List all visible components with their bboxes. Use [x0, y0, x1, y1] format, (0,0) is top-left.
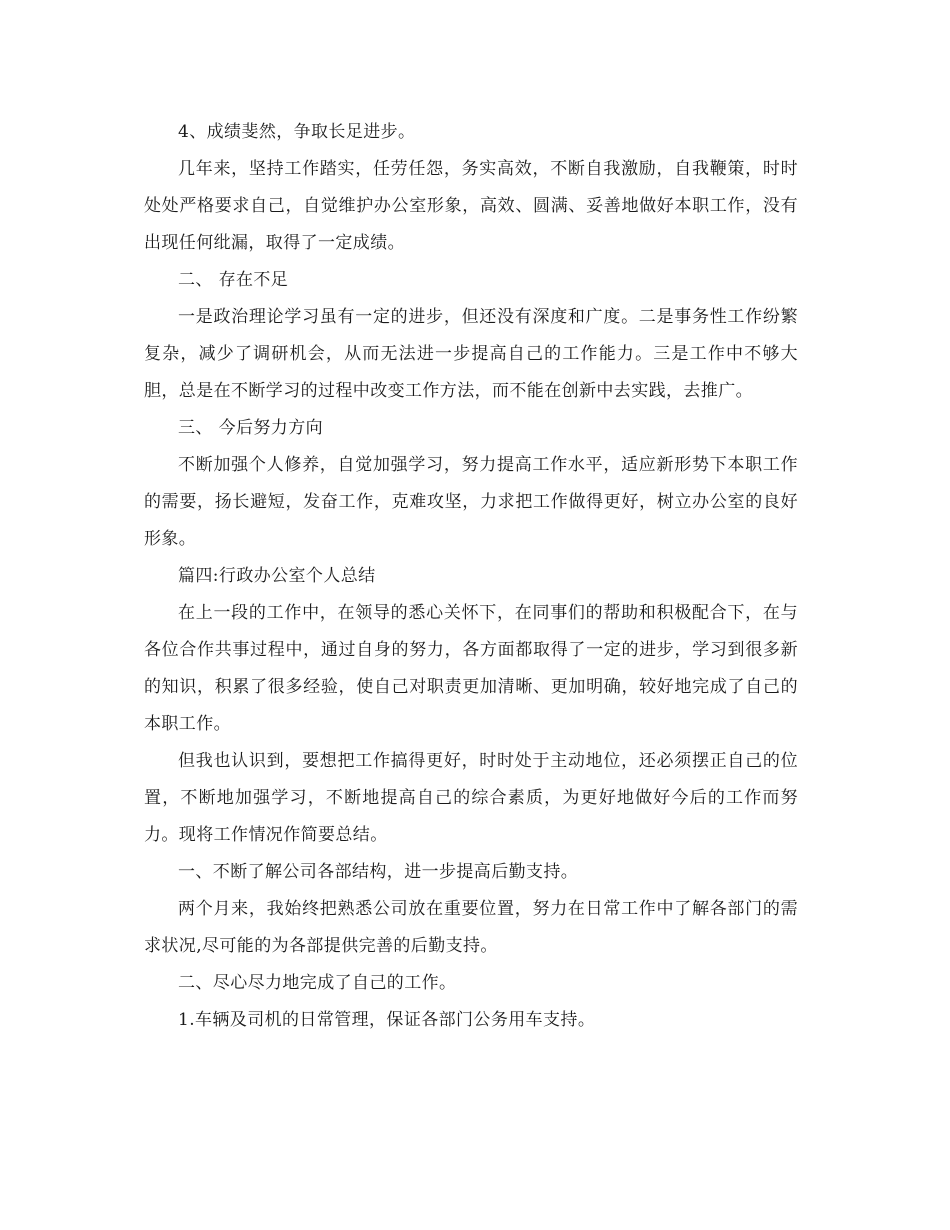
section-heading-work-completed: 二、尽心尽力地完成了自己的工作。	[178, 973, 457, 993]
list-item-vehicle-management: 1.车辆及司机的日常管理，保证各部门公务用车支持。	[178, 1010, 596, 1030]
paragraph-achievement: 几年来，坚持工作踏实，任劳任怨，务实高效，不断自我激励，自我鞭策，时时处处严格要求自己，自觉维护办公室形象，高效、圆满、妥善地做好本职工作，没有出现任何纰漏，取得了一定成绩。	[144, 159, 798, 253]
section-heading-company-structure: 一、不断了解公司各部结构，进一步提高后勤支持。	[178, 862, 579, 882]
paragraph-company-structure: 两个月来，我始终把熟悉公司放在重要位置，努力在日常工作中了解各部门的需求状况,尽可能的为各部提供完善的后勤支持。	[144, 899, 798, 956]
section-heading-shortcomings: 二、 存在不足	[178, 270, 289, 290]
paragraph-self-awareness: 但我也认识到，要想把工作搞得更好，时时处于主动地位，还必须摆正自己的位置，不断地加强学习，不断地提高自己的综合素质，为更好地做好今后的工作而努力。现将工作情况作简要总结。	[144, 751, 798, 845]
document-body	[144, 114, 798, 1039]
paragraph-future-direction: 不断加强个人修养，自觉加强学习，努力提高工作水平，适应新形势下本职工作的需要，扬长避短，发奋工作，克难攻坚，力求把工作做得更好，树立办公室的良好形象。	[144, 455, 798, 549]
article-title-part-four: 篇四:行政办公室个人总结	[178, 566, 376, 586]
section-heading-achievement: 4、成绩斐然，争取长足进步。	[178, 122, 416, 142]
paragraph-intro: 在上一段的工作中，在领导的悉心关怀下，在同事们的帮助和积极配合下，在与各位合作共事过程中，通过自身的努力，各方面都取得了一定的进步，学习到很多新的知识，积累了很多经验，使自己对职责更加清晰、更加明确，较好地完成了自己的本职工作。	[144, 603, 798, 734]
section-heading-future-direction: 三、 今后努力方向	[178, 418, 324, 438]
paragraph-shortcomings: 一是政治理论学习虽有一定的进步，但还没有深度和广度。二是事务性工作纷繁复杂，减少了调研机会，从而无法进一步提高自己的工作能力。三是工作中不够大胆，总是在不断学习的过程中改变工作方法，而不能在创新中去实践，去推广。	[144, 307, 798, 401]
